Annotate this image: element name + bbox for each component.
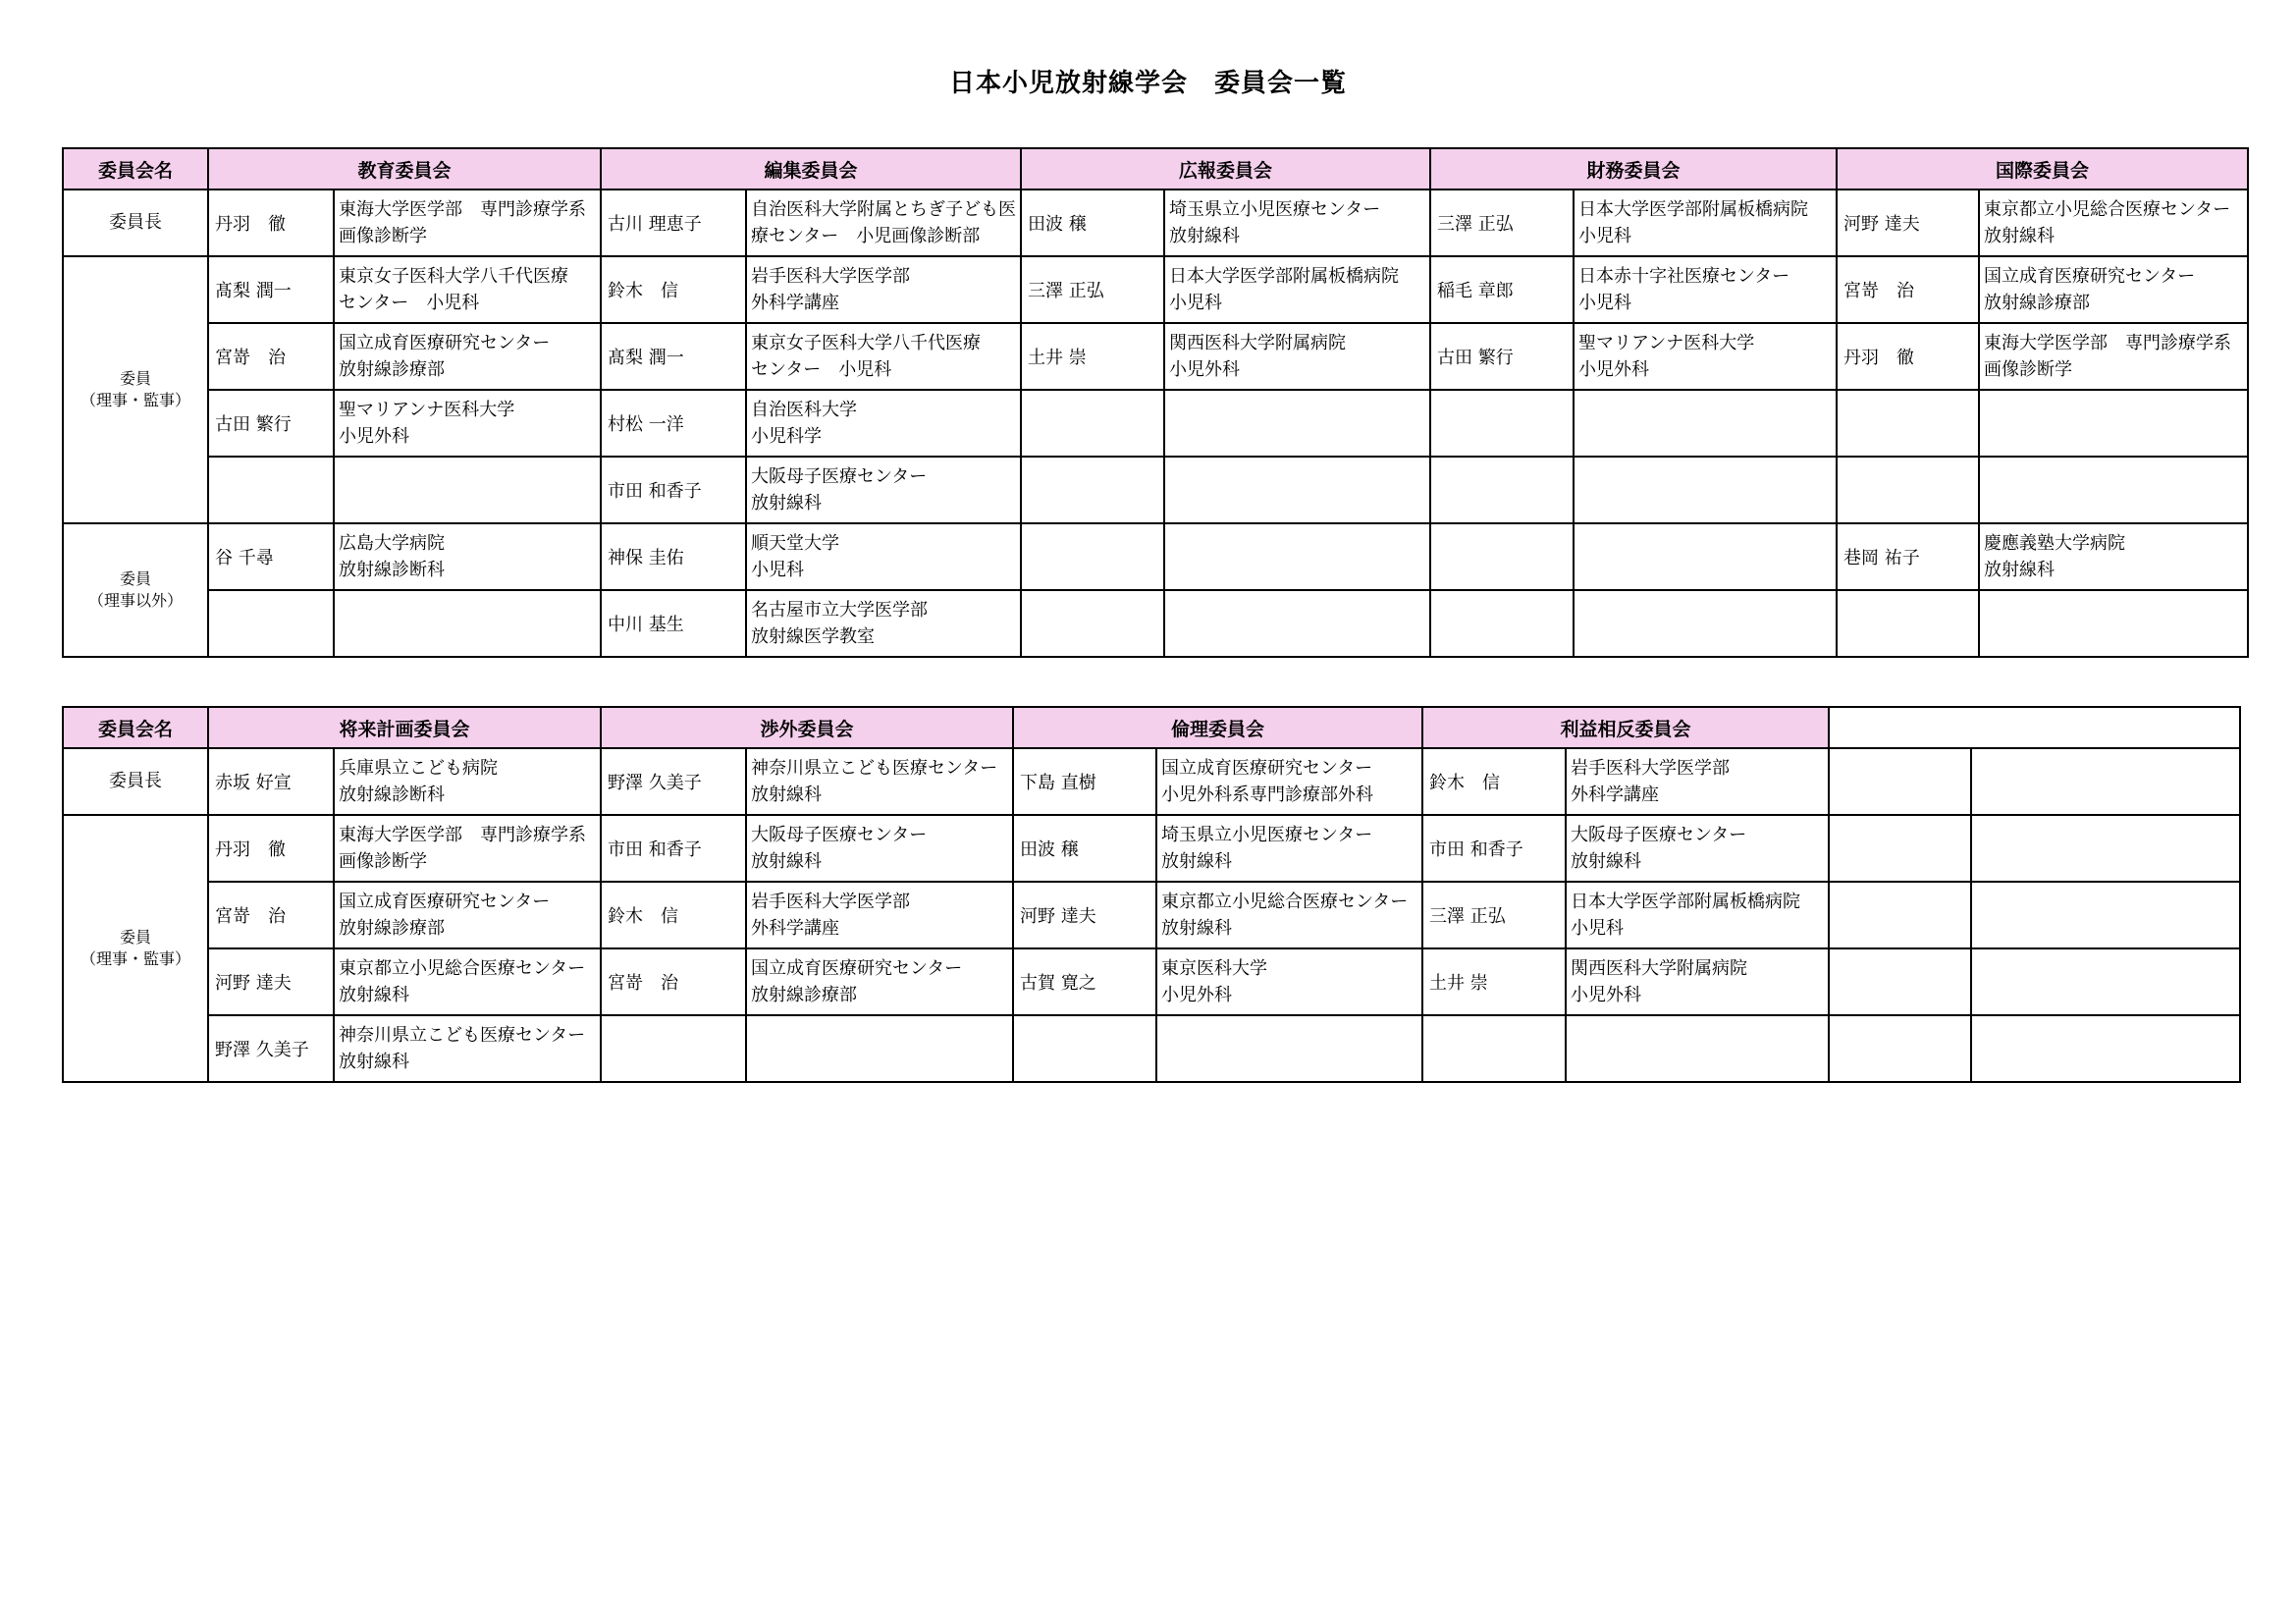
member-name: 三澤 正弘 (1021, 256, 1164, 323)
member-affiliation (1979, 390, 2248, 457)
member-name: 鈴木 信 (1422, 748, 1566, 815)
table-row (63, 748, 2240, 815)
member-affiliation (746, 323, 1021, 390)
affiliation-line-2: 画像診断学 (1984, 359, 2072, 380)
header-row (63, 148, 2248, 189)
affiliation-line-1: 自治医科大学附属とちぎ子ども医 (751, 199, 1016, 220)
affiliation-line-2: 画像診断学 (339, 226, 427, 246)
member-name (208, 590, 334, 657)
member-affiliation (334, 189, 601, 256)
affiliation-line-2: 小児科 (1571, 918, 1624, 939)
affiliation-line-2: 小児外科系専門診療部外科 (1161, 784, 1373, 805)
member-affiliation (334, 523, 601, 590)
row-label-chair (63, 748, 208, 815)
member-affiliation (1979, 457, 2248, 523)
member-affiliation (1574, 523, 1837, 590)
member-affiliation (334, 590, 601, 657)
member-affiliation (1979, 323, 2248, 390)
member-name: 田波 穣 (1021, 189, 1164, 256)
affiliation-line-1: 日本大学医学部附属板橋病院 (1571, 892, 1800, 912)
table-row (63, 1015, 2240, 1082)
member-name: 野澤 久美子 (208, 1015, 334, 1082)
affiliation-line-2: 小児外科 (1169, 359, 1240, 380)
member-affiliation (746, 882, 1013, 948)
member-name: 鈴木 信 (601, 882, 746, 948)
affiliation-line-2: 放射線科 (1984, 560, 2055, 580)
member-name (1829, 815, 1971, 882)
affiliation-line-2: 放射線診療部 (751, 985, 857, 1005)
member-affiliation (746, 457, 1021, 523)
affiliation-line-2: 放射線科 (1169, 226, 1240, 246)
member-affiliation (746, 189, 1021, 256)
member-affiliation (1164, 457, 1430, 523)
member-name: 三澤 正弘 (1430, 189, 1574, 256)
affiliation-line-1: 東京都立小児総合医療センター (1984, 199, 2231, 220)
row-label-text: 委員長 (109, 211, 162, 233)
row-label-text: （理事・監事） (80, 391, 190, 409)
member-affiliation (334, 948, 601, 1015)
row-label-text: 委員 (119, 369, 151, 389)
member-name: 古田 繁行 (1430, 323, 1574, 390)
member-affiliation (334, 256, 601, 323)
member-affiliation (1574, 590, 1837, 657)
member-name: 宮嵜 治 (208, 323, 334, 390)
member-affiliation (746, 748, 1013, 815)
member-affiliation (1566, 882, 1829, 948)
member-affiliation (1164, 390, 1430, 457)
affiliation-line-1: 大阪母子医療センター (1571, 825, 1747, 845)
member-affiliation (334, 323, 601, 390)
member-affiliation (746, 390, 1021, 457)
affiliation-line-1: 名古屋市立大学医学部 (751, 600, 928, 621)
affiliation-line-1: 東京女子医科大学八千代医療 (751, 333, 981, 353)
member-affiliation (1566, 948, 1829, 1015)
member-name (1829, 882, 1971, 948)
header-label: 委員会名 (63, 148, 208, 189)
member-name (1430, 590, 1574, 657)
member-affiliation (1164, 189, 1430, 256)
row-label-text: （理事・監事） (80, 949, 190, 968)
affiliation-line-2: 小児科 (1169, 293, 1222, 313)
affiliation-line-1: 岩手医科大学医学部 (751, 892, 910, 912)
affiliation-line-1: 慶應義塾大学病院 (1984, 533, 2125, 554)
affiliation-line-1: 日本大学医学部附属板橋病院 (1169, 266, 1399, 287)
member-name: 鈴木 信 (601, 256, 746, 323)
affiliation-line-2: 外科学講座 (1571, 784, 1659, 805)
member-name (1829, 1015, 1971, 1082)
affiliation-line-1: 国立成育医療研究センター (751, 958, 963, 979)
affiliation-line-1: 神奈川県立こども医療センター (339, 1025, 586, 1046)
committee-header: 渉外委員会 (601, 707, 1013, 748)
affiliation-line-1: 国立成育医療研究センター (1161, 758, 1373, 779)
row-label-text: 委員長 (109, 770, 162, 791)
member-name: 下島 直樹 (1013, 748, 1156, 815)
committee-header: 利益相反委員会 (1422, 707, 1829, 748)
member-affiliation (1566, 815, 1829, 882)
committee-table-2 (62, 706, 2241, 1083)
member-name: 市田 和香子 (601, 457, 746, 523)
committee-header: 教育委員会 (208, 148, 601, 189)
table-row (63, 390, 2248, 457)
member-name: 丹羽 徹 (1837, 323, 1979, 390)
member-name: 土井 崇 (1422, 948, 1566, 1015)
table-row (63, 323, 2248, 390)
affiliation-line-2: 放射線科 (339, 1052, 409, 1072)
affiliation-line-1: 関西医科大学附属病院 (1169, 333, 1346, 353)
member-affiliation (1156, 815, 1422, 882)
affiliation-line-1: 関西医科大学附属病院 (1571, 958, 1747, 979)
member-affiliation (1156, 1015, 1422, 1082)
affiliation-line-2: 小児外科 (1578, 359, 1649, 380)
member-affiliation (1156, 882, 1422, 948)
member-affiliation (1156, 748, 1422, 815)
table-row (63, 189, 2248, 256)
affiliation-line-2: 外科学講座 (751, 293, 839, 313)
affiliation-line-1: 大阪母子医療センター (751, 466, 928, 487)
member-name: 宮嵜 治 (601, 948, 746, 1015)
member-affiliation (334, 457, 601, 523)
member-name (1430, 523, 1574, 590)
member-affiliation (334, 1015, 601, 1082)
affiliation-line-1: 聖マリアンナ医科大学 (339, 400, 515, 420)
affiliation-line-1: 広島大学病院 (339, 533, 445, 554)
member-affiliation (334, 390, 601, 457)
affiliation-line-2: 放射線診療部 (1984, 293, 2090, 313)
affiliation-line-2: 放射線診断科 (339, 784, 445, 805)
member-affiliation (746, 1015, 1013, 1082)
member-affiliation (1979, 523, 2248, 590)
member-name: 髙梨 潤一 (601, 323, 746, 390)
affiliation-line-1: 日本大学医学部附属板橋病院 (1578, 199, 1808, 220)
member-name: 土井 崇 (1021, 323, 1164, 390)
member-affiliation (1971, 882, 2240, 948)
row-label-text: 委員 (119, 569, 151, 589)
member-name: 河野 達夫 (1837, 189, 1979, 256)
committee-header: 国際委員会 (1837, 148, 2248, 189)
affiliation-line-2: 放射線診断科 (339, 560, 445, 580)
affiliation-line-2: 小児科学 (751, 426, 822, 447)
member-name (1021, 523, 1164, 590)
table-row (63, 882, 2240, 948)
member-name (1021, 457, 1164, 523)
member-affiliation (1164, 590, 1430, 657)
member-name: 宮嵜 治 (208, 882, 334, 948)
affiliation-line-1: 国立成育医療研究センター (339, 333, 551, 353)
row-label-members-board (63, 256, 208, 523)
affiliation-line-1: 東京医科大学 (1161, 958, 1267, 979)
affiliation-line-2: 放射線診療部 (339, 359, 445, 380)
affiliation-line-1: 順天堂大学 (751, 533, 839, 554)
member-name (1829, 748, 1971, 815)
member-name: 古川 理恵子 (601, 189, 746, 256)
affiliation-line-2: 放射線科 (751, 784, 822, 805)
member-affiliation (746, 256, 1021, 323)
member-affiliation (746, 948, 1013, 1015)
member-affiliation (1164, 256, 1430, 323)
affiliation-line-2: 小児外科 (1571, 985, 1641, 1005)
affiliation-line-2: 小児科 (1578, 293, 1631, 313)
member-affiliation (1574, 457, 1837, 523)
affiliation-line-1: 東京女子医科大学八千代医療 (339, 266, 568, 287)
member-name: 丹羽 徹 (208, 815, 334, 882)
affiliation-line-1: 国立成育医療研究センター (1984, 266, 2196, 287)
affiliation-line-2: 画像診断学 (339, 851, 427, 872)
member-name (1829, 948, 1971, 1015)
affiliation-line-1: 兵庫県立こども病院 (339, 758, 498, 779)
member-name: 河野 達夫 (1013, 882, 1156, 948)
member-affiliation (1574, 390, 1837, 457)
header-label: 委員会名 (63, 707, 208, 748)
member-name: 市田 和香子 (1422, 815, 1566, 882)
member-affiliation (1156, 948, 1422, 1015)
affiliation-line-2: 放射線診療部 (339, 918, 445, 939)
affiliation-line-1: 岩手医科大学医学部 (1571, 758, 1730, 779)
member-affiliation (1979, 189, 2248, 256)
table-row (63, 815, 2240, 882)
affiliation-line-1: 東海大学医学部 専門診療学系 (339, 199, 586, 220)
member-name: 市田 和香子 (601, 815, 746, 882)
member-name (1430, 457, 1574, 523)
row-label-text: （理事以外） (87, 591, 183, 610)
member-name: 赤坂 好宣 (208, 748, 334, 815)
table-row (63, 457, 2248, 523)
member-affiliation (1164, 323, 1430, 390)
member-name (1021, 590, 1164, 657)
committee-header (1829, 707, 2240, 748)
table-row (63, 256, 2248, 323)
member-affiliation (746, 815, 1013, 882)
member-affiliation (746, 590, 1021, 657)
row-label-chair (63, 189, 208, 256)
affiliation-line-2: 放射線科 (1161, 918, 1232, 939)
table-row (63, 590, 2248, 657)
header-row (63, 707, 2240, 748)
member-affiliation (1574, 256, 1837, 323)
member-name: 河野 達夫 (208, 948, 334, 1015)
affiliation-line-2: 放射線科 (1984, 226, 2055, 246)
member-name: 村松 一洋 (601, 390, 746, 457)
affiliation-line-1: 東京都立小児総合医療センター (339, 958, 586, 979)
committee-header: 編集委員会 (601, 148, 1021, 189)
affiliation-line-2: 小児外科 (1161, 985, 1232, 1005)
member-affiliation (334, 882, 601, 948)
member-name (601, 1015, 746, 1082)
member-name: 巷岡 祐子 (1837, 523, 1979, 590)
row-label-members-board (63, 815, 208, 1082)
page-title: 日本小児放射線学会 委員会一覧 (948, 69, 1347, 98)
member-affiliation (1971, 815, 2240, 882)
committee-header: 広報委員会 (1021, 148, 1430, 189)
member-name: 谷 千尋 (208, 523, 334, 590)
affiliation-line-1: 神奈川県立こども医療センター (751, 758, 998, 779)
affiliation-line-2: 療センター 小児画像診断部 (751, 226, 981, 246)
member-name: 髙梨 潤一 (208, 256, 334, 323)
affiliation-line-2: 放射線医学教室 (751, 626, 875, 647)
affiliation-line-2: 放射線科 (751, 851, 822, 872)
affiliation-line-1: 東海大学医学部 専門診療学系 (1984, 333, 2231, 353)
member-affiliation (1566, 748, 1829, 815)
member-affiliation (1574, 323, 1837, 390)
affiliation-line-1: 東京都立小児総合医療センター (1161, 892, 1409, 912)
affiliation-line-2: 放射線科 (339, 985, 409, 1005)
member-affiliation (1971, 748, 2240, 815)
affiliation-line-2: 小児外科 (339, 426, 409, 447)
committee-table-1 (62, 147, 2249, 658)
affiliation-line-1: 岩手医科大学医学部 (751, 266, 910, 287)
member-name: 中川 基生 (601, 590, 746, 657)
committee-header: 将来計画委員会 (208, 707, 601, 748)
affiliation-line-2: 外科学講座 (751, 918, 839, 939)
affiliation-line-1: 埼玉県立小児医療センター (1169, 199, 1381, 220)
member-affiliation (1971, 1015, 2240, 1082)
member-affiliation (1979, 590, 2248, 657)
affiliation-line-2: 小児科 (751, 560, 804, 580)
member-name (1013, 1015, 1156, 1082)
member-name: 神保 圭佑 (601, 523, 746, 590)
member-name (1430, 390, 1574, 457)
member-name (1837, 390, 1979, 457)
member-affiliation (746, 523, 1021, 590)
committee-header: 倫理委員会 (1013, 707, 1422, 748)
row-label-members-other (63, 523, 208, 657)
member-affiliation (1971, 948, 2240, 1015)
affiliation-line-2: 小児科 (1578, 226, 1631, 246)
table-row (63, 948, 2240, 1015)
member-name: 古田 繁行 (208, 390, 334, 457)
affiliation-line-2: 放射線科 (1571, 851, 1641, 872)
committee-header: 財務委員会 (1430, 148, 1837, 189)
member-name: 稲毛 章郎 (1430, 256, 1574, 323)
member-affiliation (1566, 1015, 1829, 1082)
member-affiliation (1164, 523, 1430, 590)
member-affiliation (1979, 256, 2248, 323)
member-name (1837, 590, 1979, 657)
member-name (1021, 390, 1164, 457)
affiliation-line-1: 東海大学医学部 専門診療学系 (339, 825, 586, 845)
member-name: 三澤 正弘 (1422, 882, 1566, 948)
row-label-text: 委員 (119, 928, 151, 947)
member-name (1837, 457, 1979, 523)
member-name (1422, 1015, 1566, 1082)
affiliation-line-2: センター 小児科 (751, 359, 892, 380)
affiliation-line-1: 埼玉県立小児医療センター (1161, 825, 1373, 845)
member-affiliation (334, 815, 601, 882)
affiliation-line-1: 国立成育医療研究センター (339, 892, 551, 912)
affiliation-line-1: 自治医科大学 (751, 400, 857, 420)
member-name: 宮嵜 治 (1837, 256, 1979, 323)
affiliation-line-2: 放射線科 (1161, 851, 1232, 872)
member-name: 田波 穣 (1013, 815, 1156, 882)
affiliation-line-2: センター 小児科 (339, 293, 480, 313)
member-name: 丹羽 徹 (208, 189, 334, 256)
member-affiliation (1574, 189, 1837, 256)
affiliation-line-2: 放射線科 (751, 493, 822, 514)
member-name: 古賀 寛之 (1013, 948, 1156, 1015)
affiliation-line-1: 聖マリアンナ医科大学 (1578, 333, 1755, 353)
affiliation-line-1: 大阪母子医療センター (751, 825, 928, 845)
affiliation-line-1: 日本赤十字社医療センター (1578, 266, 1790, 287)
member-name (208, 457, 334, 523)
member-affiliation (334, 748, 601, 815)
member-name: 野澤 久美子 (601, 748, 746, 815)
table-row (63, 523, 2248, 590)
